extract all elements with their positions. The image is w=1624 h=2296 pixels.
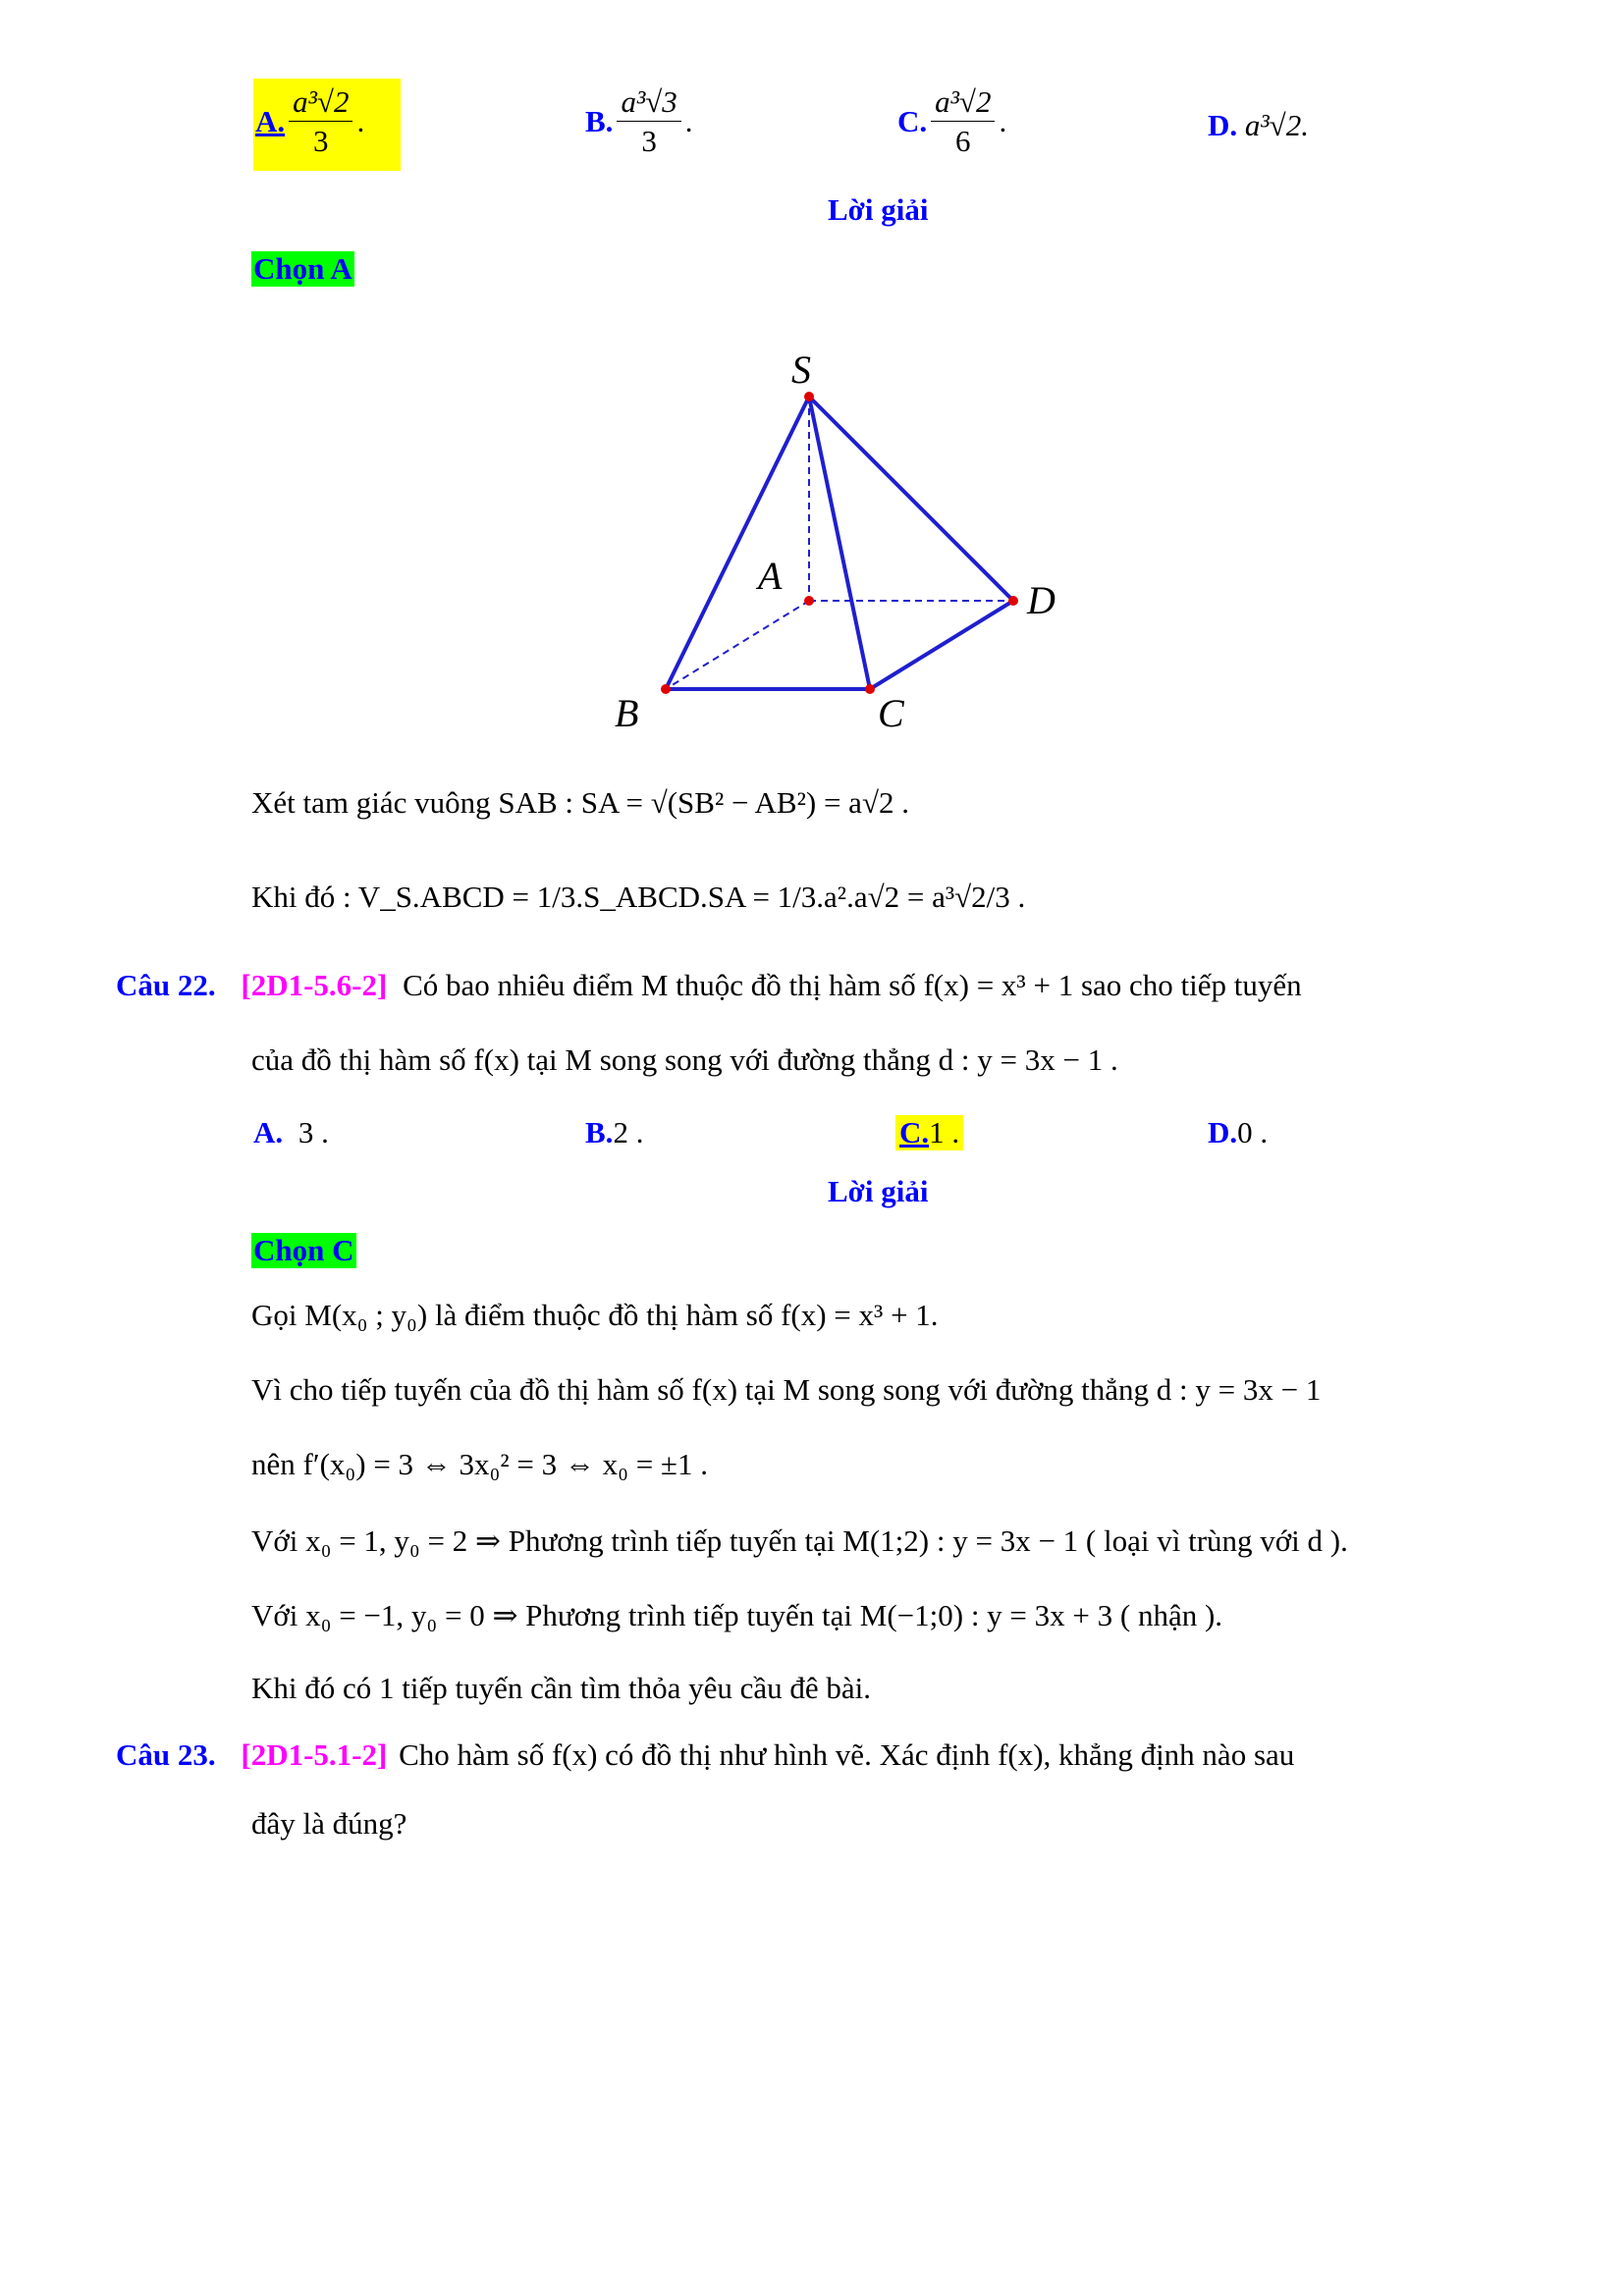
answer-choice: Chọn A (253, 251, 352, 286)
label-c: C (878, 691, 904, 735)
fraction-denominator: 3 (313, 124, 329, 158)
option-value: 3 . (298, 1115, 329, 1149)
option-label: D. (1208, 1115, 1238, 1149)
edge-cd (870, 601, 1013, 689)
q21-option-b: B. $\frac{\text{a³√3}}{3}$ . (585, 84, 693, 158)
q22-option-a (253, 1115, 329, 1150)
option-label: D. (1208, 108, 1238, 142)
option-label: A. (253, 1115, 284, 1149)
q22-option-b (585, 1115, 643, 1150)
fraction-denominator: 3 (641, 124, 657, 158)
q21-option-a-content: A. $\frac{\text{a³√2}}{3}$ . (255, 84, 365, 158)
label-a: A (758, 554, 783, 598)
solution-heading: Lời giải (828, 1174, 929, 1208)
point-a (804, 596, 814, 606)
option-label: B. (585, 103, 614, 138)
solution-line: Khi đó có 1 tiếp tuyến cần tìm thỏa yêu cầu đê bài. (251, 1671, 872, 1705)
solution-heading: Lời giải (828, 192, 929, 227)
option-value: 2 . (613, 1115, 644, 1149)
option-value: 1 . (929, 1115, 960, 1149)
fraction-numerator: a³√2 (289, 86, 352, 122)
point-b (661, 684, 671, 694)
fraction-denominator: 6 (955, 124, 971, 158)
answer-choice: Chọn C (253, 1233, 354, 1267)
option-label: B. (585, 1115, 614, 1149)
option-fraction (289, 86, 352, 156)
solution-line: Với x₀ = 1, y₀ = 2 ⇒ Phương trình tiếp tuyến tại M(1;2) : y = 3x − 1 ( loại vì trùng với d ). (251, 1523, 1348, 1558)
solution-line: Với x₀ = −1, y₀ = 0 ⇒ Phương trình tiếp tuyến tại M(−1;0) : y = 3x + 3 ( nhận ). (251, 1598, 1223, 1632)
q22-option-d (1208, 1115, 1268, 1150)
option-label: A. (255, 103, 286, 138)
q23-line1 (116, 1737, 1294, 1773)
question-text: Cho hàm số f(x) có đồ thị như hình vẽ. Xác định f(x), khẳng định nào sau (399, 1737, 1295, 1772)
question-code: [2D1-5.1-2] (241, 1737, 388, 1772)
q22-option-c (895, 1115, 963, 1150)
solution-line: nên f′(x₀) = 3 ⇔ 3x₀² = 3 ⇔ x₀ = ±1 . (251, 1447, 708, 1481)
edge-sd (809, 397, 1013, 601)
label-s: S (791, 347, 811, 392)
q21-option-c: C. $\frac{\text{a³√2}}{6}$ . (897, 84, 1007, 158)
pyramid-figure (589, 344, 1100, 736)
fraction-numerator: a³√2 (931, 86, 995, 122)
question-text: Có bao nhiêu điểm M thuộc đồ thị hàm số f(x) = x³ + 1 sao cho tiếp tuyến (403, 968, 1302, 1002)
fraction-numerator: a³√3 (617, 86, 680, 122)
q23-line2: đây là đúng? (251, 1806, 407, 1841)
option-label: C. (897, 103, 928, 138)
point-c (865, 684, 875, 694)
option-value: 0 . (1237, 1115, 1269, 1149)
option-fraction (617, 86, 680, 156)
khido-line: Khi đó : V_S.ABCD = 1/3.S_ABCD.SA = 1/3.a².a√2 = a³√2/3 . (251, 880, 1026, 914)
option-value: a³√2. (1244, 108, 1309, 142)
label-b: B (615, 691, 639, 735)
label-d: D (1027, 578, 1056, 622)
question-code: [2D1-5.6-2] (241, 968, 388, 1002)
q22-line1 (116, 968, 1302, 1003)
question-label: Câu 23. (116, 1737, 216, 1772)
option-label: C. (899, 1115, 930, 1149)
point-d (1008, 596, 1018, 606)
question-label: Câu 22. (116, 968, 216, 1002)
xet-line: Xét tam giác vuông SAB : SA = √(SB² − AB²) = a√2 . (251, 785, 909, 820)
option-fraction (931, 86, 995, 156)
q21-option-d (1208, 108, 1309, 143)
point-s (804, 392, 814, 401)
edge-sc (809, 397, 870, 689)
solution-line: Gọi M(x₀ ; y₀) là điểm thuộc đồ thị hàm số f(x) = x³ + 1. (251, 1298, 939, 1332)
q22-line2: của đồ thị hàm số f(x) tại M song song với đường thẳng d : y = 3x − 1 . (251, 1042, 1118, 1077)
solution-line: Vì cho tiếp tuyến của đồ thị hàm số f(x) tại M song song với đường thẳng d : y = 3x − 1 (251, 1372, 1322, 1407)
